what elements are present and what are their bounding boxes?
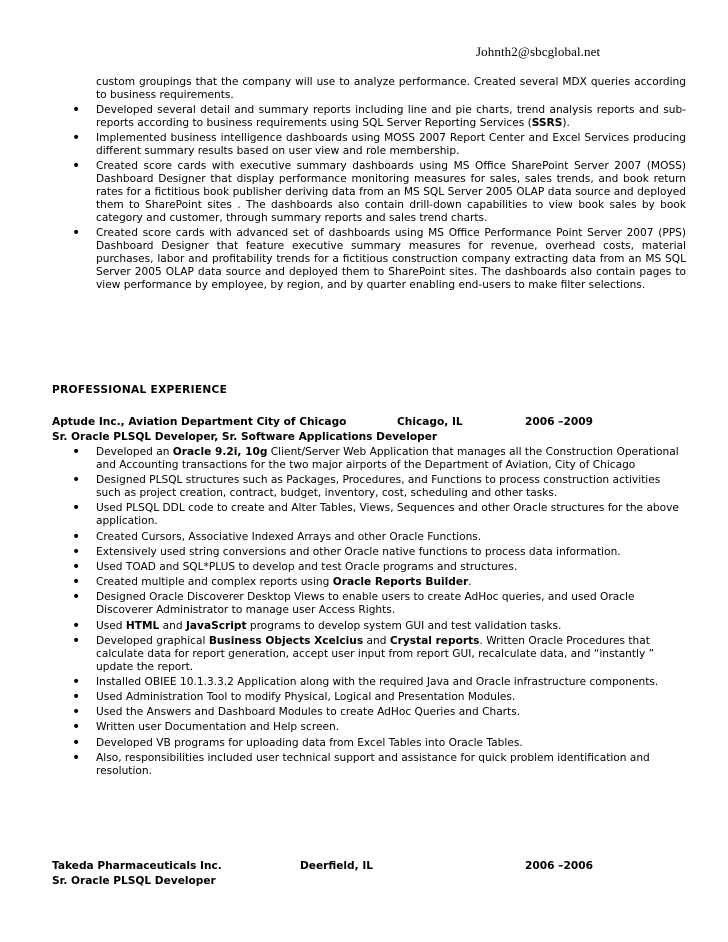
job-bullet [72,444,686,472]
job-bullet-text: Developed graphical Business Objects Xcelcius and Crystal reports. Written Oracle Procedures that calculate data for report generation, accept user input from report GUI, recalculate data, and “instantly ” update the report. [96,634,655,673]
bullet-icon: • [72,444,81,460]
bi-bullet [72,130,686,158]
bullet-icon: • [72,543,81,560]
bold-term: Oracle 9.2i, 10g [172,446,268,458]
job-bullet [72,589,686,617]
bi-bullet-text: Implemented business intelligence dashboards using MOSS 2007 Report Center and Excel Services producing different summary results based on user view and role membership. [96,132,686,157]
job-bullet [72,558,686,575]
bold-term: Oracle Reports Builder [332,576,469,589]
bullet-icon: • [72,130,81,146]
bullet-icon: • [72,719,81,736]
job-title: Sr. Oracle PLSQL Developer, Sr. Software Applications Developer [52,431,438,443]
job-bullet-text: Developed an Oracle 9.2i, 10g Client/Server Web Application that manages all the Construction Operational and Accounting transactions for the two major airports of the Department of Aviation, City of Chicago [96,446,679,471]
bullet-icon: • [72,158,81,174]
job-bullet-text: Designed PLSQL structures such as Packages, Procedures, and Functions to process construction activities such as project creation, contract, budget, inventory, cost, scheduling and other tasks. [96,474,661,500]
bullet-icon: • [72,689,81,706]
bullet-icon: • [72,500,81,517]
job-bullet-text: Used TOAD and SQL*PLUS to develop and test Oracle programs and structures. [96,560,518,573]
job-bullet-text: Used the Answers and Dashboard Modules to create AdHoc Queries and Charts. [96,706,521,719]
bi-bullet-text: Created score cards with advanced set of dashboards using MS Office Performance Point Server 2007 (PPS) Dashboard Designer that feature executive summary measures for revenue, overhead costs, material purchases, labor and profitability trends for a fictitious construction company extracting data from an MS SQL Server 2005 OLAP data source and deployed them to SharePoint sites. The dashboards also contain pages to view performance by employee, by region, and by quarter enabling end-users to make filter selections. [96,227,686,291]
job-bullet-text: Designed Oracle Discoverer Desktop Views to enable users to create AdHoc queries, and used Oracle Discoverer Administrator to manage user Access Rights. [96,591,635,617]
bullet-icon: • [72,749,81,766]
job-location: Chicago, IL [397,416,463,428]
job-bullet [72,472,686,500]
job-bullet [72,719,686,736]
job-company: Takeda Pharmaceuticals Inc. [52,860,222,872]
section-heading: PROFESSIONAL EXPERIENCE [52,384,228,396]
bullet-icon: • [72,558,81,575]
job-bullet-text: Also, responsibilities included user technical support and assistance for quick problem identification and resolution. [96,751,650,777]
job-bullet [72,574,686,591]
bullet-icon: • [72,225,81,241]
job-bullet [72,673,686,690]
bullet-icon: • [72,528,81,545]
bullet-icon: • [72,704,81,721]
bullet-icon: • [72,617,81,634]
bold-term: Business Objects Xcelcius [208,634,364,647]
job-aptude [52,416,692,446]
job-bullet-text: Written user Documentation and Help screen. [96,721,340,734]
bullet-icon: • [72,102,81,118]
job-bullet-text: Used PLSQL DDL code to create and Alter Tables, Views, Sequences and other Oracle structures for the above application. [96,502,679,528]
job-bullet [72,689,686,706]
intro-continuation: custom groupings that the company will use to analyze performance. Created several MDX queries according to business requirements. [96,76,686,101]
job-bullet-text: Extensively used string conversions and other Oracle native functions to process data information. [96,545,621,558]
bi-accomplishments [72,76,686,292]
header-email: Johnth2@sbcglobal.net [476,44,601,59]
job-years: 2006 –2006 [525,860,593,872]
job-bullet [72,632,686,674]
job-bullet-text: Used Administration Tool to modify Physical, Logical and Presentation Modules. [96,691,516,704]
job-bullet [72,617,686,634]
job-company: Aptude Inc., Aviation Department City of Chicago [52,416,347,428]
job-bullet-text: Developed VB programs for uploading data from Excel Tables into Oracle Tables. [96,736,523,749]
job-bullet-list [72,444,686,778]
bi-bullet [72,225,686,292]
job-bullet [72,734,686,751]
job-takeda [52,860,692,890]
job-bullet [72,704,686,721]
bold-term: JavaScript [185,619,247,632]
job-bullet [72,543,686,560]
job-bullet-text: Created multiple and complex reports using Oracle Reports Builder. [96,576,472,589]
bullet-icon: • [72,734,81,751]
bi-bullet [72,158,686,225]
bullet-icon: • [72,673,81,690]
bullet-icon: • [72,472,81,489]
bi-bullet-list [72,102,686,292]
job-bullet-text: Installed OBIEE 10.1.3.3.2 Application along with the required Java and Oracle infrastructure components. [96,675,659,688]
job-bullet [72,500,686,528]
job-title: Sr. Oracle PLSQL Developer [52,875,216,887]
bold-term: Crystal reports [389,634,480,647]
bi-bullet [72,102,686,130]
job-aptude-responsibilities [72,444,686,780]
job-location: Deerfield, IL [300,860,374,872]
bi-bullet-text: Developed several detail and summary reports including line and pie charts, trend analysis reports and sub-reports according to business requirements using SQL Server Reporting Services (SSRS). [96,104,686,129]
bullet-icon: • [72,574,81,591]
job-bullet-text: Created Cursors, Associative Indexed Arrays and other Oracle Functions. [96,530,482,543]
job-bullet [72,749,686,778]
bullet-icon: • [72,632,81,649]
job-bullet-text: Used HTML and JavaScript programs to develop system GUI and test validation tasks. [96,619,562,632]
bi-bullet-text: Created score cards with executive summary dashboards using MS Office SharePoint Server 2007 (MOSS) Dashboard Designer that display performance monitoring measures for sales, sales trends, and book return rates for a fictitious book publisher deriving data from an MS SQL Server 2005 OLAP data source and deployed them to SharePoint sites . The dashboards also contain drill-down capabilities to view book sales by book category and customer, through summary reports and sales trend charts. [96,160,686,224]
bullet-icon: • [72,589,81,606]
job-bullet [72,528,686,545]
bold-term: SSRS [531,117,563,129]
bold-term: HTML [125,619,160,632]
job-years: 2006 –2009 [525,416,593,428]
